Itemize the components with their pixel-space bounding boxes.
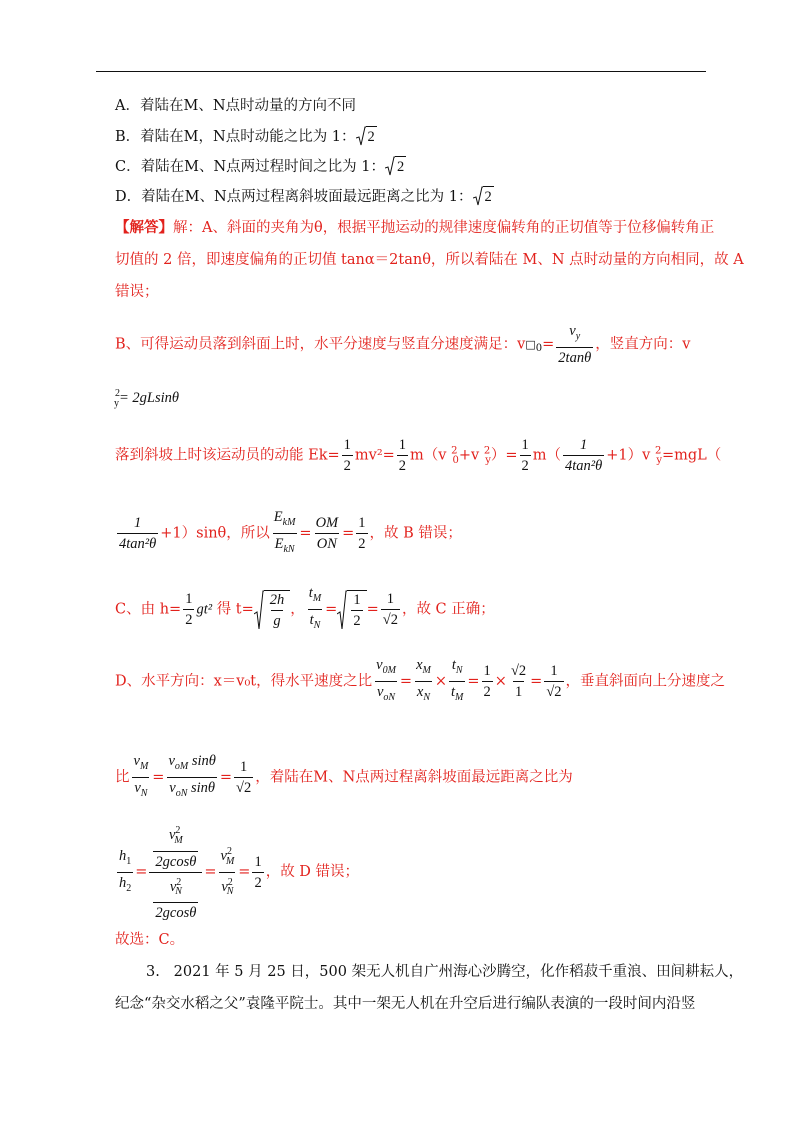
answer-d-line2: 比 $\frac{v_M}{v_N}$ = $\frac{v_{oM} \sin\theta}{v_{oN} \sin\theta}$ = $\frac{1}{√2}$ ，着陆在M、N点两过程离斜坡面最远距离之比为 — [115, 752, 573, 803]
question-3-line1: 3. 2021 年 5 月 25 日，500 架无人机自广州海心沙腾空，化作稻菽千重浪、田间耕耘人， — [146, 964, 744, 980]
answer-a-line1: 【解答】解：A、斜面的夹角为θ，根据平抛运动的规律速度偏转角的正切值等于位移偏转角正 — [115, 219, 715, 236]
option-d: D．着陆在M、N点两过程离斜坡面最远距离之比为 1： 2 — [115, 186, 494, 207]
option-b: B．着陆在M，N点时动能之比为 1： 2 — [115, 126, 377, 147]
sqrt-symbol: 2 — [473, 186, 494, 207]
answer-tag: 【解答】 — [115, 219, 173, 236]
answer-d-line1: D、水平方向：x＝v₀t，得水平速度之比 $\frac{v_{0M}}{v_{oN}}$ = $\frac{x_M}{x_N}$ × $\frac{t_N}{t_M}$ = $\frac{1}{2}$ × $\frac{√2}{1}$ = $\frac{1}{√2}$ ，垂直斜面向上分速度之 — [115, 656, 725, 707]
answer-b-line1: B、可得运动员落到斜面上时，水平分速度与竖直分速度满足：$v□_0=$ $\frac{v_y}{2\tan\theta}$ ，竖直方向：v — [115, 323, 691, 366]
answer-a-line2: 切值的 2 倍，即速度偏角的正切值 tanα＝2tanθ，所以着陆在 M、N 点时动量的方向相同，故 A — [115, 252, 744, 268]
answer-c: C、由 h= $\frac{1}{2}$ gt² 得 t= $\frac{2h}{g}$ ， $\frac{t_M}{t_N}$ = $\frac{1}{2}$ = $\frac{1}{√2}$ ，故 C 正确； — [115, 584, 495, 635]
sqrt-symbol: $\frac{1}{2}$ — [337, 590, 366, 630]
option-c: C．着陆在M、N点两过程时间之比为 1： 2 — [115, 156, 406, 177]
header-rule — [96, 71, 706, 72]
answer-d-line3: $\frac{h_1}{h_2}$ = $\frac{\frac{v^2_M}{2gcos\theta}}{\frac{v^2_N}{2gcos\theta}}$ = $\frac{v^2_M}{v^2_N}$ = $\frac{1}{2}$ ，故 D 错误； — [119, 825, 360, 922]
question-number: 3. — [146, 964, 160, 980]
answer-choice: 故选：C。 — [115, 932, 185, 948]
sqrt-symbol: 2 — [385, 156, 406, 177]
answer-b-energy: 落到斜坡上时该运动员的动能 Ek= $\frac{1}{2}$ mv²= $\frac{1}{2}$ m（v $^2_0$+v $^2_y$）= $\frac{1}{2}$ m（ $\frac{1}{\text{4tan²θ}}$ +1）v $^2_y$=mgL（ — [115, 437, 722, 474]
option-a: A．着陆在M、N点时动量的方向不同 — [115, 98, 357, 114]
sqrt-symbol: $\frac{2h}{g}$ — [254, 590, 291, 630]
answer-b-ratio: $\frac{1}{\text{4tan²θ}}$ +1）sinθ，所以 $\frac{E_{kM}}{E_{kN}}$ = $\frac{OM}{ON}$ = $\frac{1}{2}$ ，故 B 错误； — [115, 508, 462, 559]
answer-a-line3: 错误； — [115, 284, 159, 300]
answer-b-vy-equation: $^2_y$= 2gLsinθ — [114, 388, 180, 409]
sqrt-symbol: 2 — [356, 126, 377, 147]
question-3-line2: 纪念“杂交水稻之父”袁隆平院士。其中一架无人机在升空后进行编队表演的一段时间内沿竖 — [115, 996, 696, 1012]
